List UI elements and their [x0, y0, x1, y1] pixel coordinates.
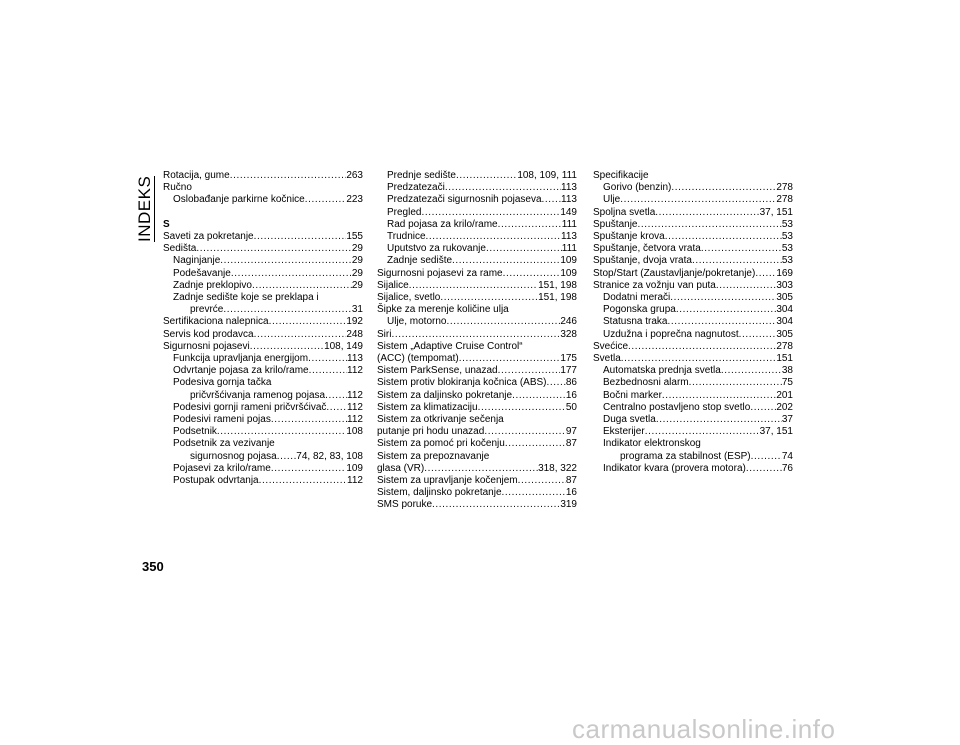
- watermark: carmanualsonline.info: [572, 714, 836, 744]
- index-entry: [377, 414, 577, 426]
- index-entry-page[interactable]: 175: [560, 353, 577, 365]
- dot-leader: [751, 451, 782, 463]
- index-entry-page[interactable]: 86: [565, 377, 577, 389]
- index-entry: [593, 402, 793, 414]
- index-entry-term: programa za stabilnost (ESP): [620, 450, 751, 462]
- index-entry-page[interactable]: 109: [560, 255, 577, 267]
- index-entry: [163, 414, 363, 426]
- index-entry-page[interactable]: 304: [776, 304, 793, 316]
- index-entry: [163, 316, 363, 328]
- index-entry-term: Sistem, daljinsko pokretanje: [377, 487, 502, 499]
- index-entry-term: Trudnice: [387, 231, 426, 243]
- index-entry: [593, 304, 793, 316]
- index-entry-term: Sistem za klimatizaciju: [377, 401, 478, 413]
- index-entry-term: Zadnje sedište: [387, 255, 453, 267]
- index-entry: [593, 365, 793, 377]
- index-entry: [163, 182, 363, 194]
- index-entry-page[interactable]: 37: [781, 414, 793, 426]
- dot-leader: [670, 292, 776, 304]
- index-entry: [377, 280, 577, 292]
- index-entry-page[interactable]: 278: [776, 194, 793, 206]
- index-entry-page[interactable]: 29: [351, 243, 363, 255]
- index-entry-page[interactable]: 29: [351, 267, 363, 279]
- dot-leader: [637, 219, 781, 231]
- index-entry-term: Sistem ParkSense, unazad: [377, 365, 498, 377]
- dot-leader: [665, 231, 782, 243]
- index-entry: [163, 170, 363, 182]
- index-entry-page[interactable]: 223: [346, 194, 363, 206]
- index-entry: [377, 316, 577, 328]
- index-entry: [163, 365, 363, 377]
- side-title-text: INDEKS: [135, 175, 154, 242]
- index-entry: [163, 280, 363, 292]
- index-entry-term: Sistem za prepoznavanje: [377, 450, 490, 462]
- dot-leader: [432, 499, 560, 511]
- dot-leader: [223, 304, 352, 316]
- index-entry-term: (ACC) (tempomat): [377, 353, 459, 365]
- index-entry: [163, 243, 363, 255]
- index-entry: [163, 353, 363, 365]
- index-entry-term: Sistem za otkrivanje sečenja: [377, 414, 504, 426]
- dot-leader: [391, 329, 560, 341]
- index-entry: [593, 243, 793, 255]
- index-entry: [593, 255, 793, 267]
- dot-leader: [750, 402, 776, 414]
- dot-leader: [459, 353, 561, 365]
- index-entry-page[interactable]: 248: [346, 328, 363, 340]
- index-entry: [593, 231, 793, 243]
- index-entry-page[interactable]: 53: [781, 255, 793, 267]
- index-entry: [593, 170, 793, 182]
- dot-leader: [755, 268, 776, 280]
- dot-leader: [505, 438, 566, 450]
- index-entry: [593, 463, 793, 475]
- index-entry: [163, 402, 363, 414]
- index-entry-page[interactable]: 50: [565, 401, 577, 413]
- index-entry-term: Stranice za vožnju van puta: [593, 279, 716, 291]
- index-entry: [593, 451, 793, 463]
- index-entry: [593, 316, 793, 328]
- dot-leader: [645, 426, 760, 438]
- dot-leader: [220, 255, 352, 267]
- index-entry: [593, 426, 793, 438]
- index-entry-page[interactable]: 151, 198: [538, 279, 577, 291]
- dot-leader: [484, 426, 566, 438]
- index-entry-page[interactable]: 87: [565, 438, 577, 450]
- index-entry-page[interactable]: 155: [346, 231, 363, 242]
- index-entry-page[interactable]: 305: [776, 328, 793, 340]
- dot-leader: [271, 463, 347, 475]
- index-entry: [377, 390, 577, 402]
- index-entry-term: Pojasevi za krilo/rame: [173, 462, 271, 474]
- index-entry-page[interactable]: 53: [781, 218, 793, 230]
- dot-leader: [325, 390, 347, 402]
- index-entry-term: Eksterijer: [603, 426, 645, 438]
- dot-leader: [667, 316, 776, 328]
- index-entry-page[interactable]: 97: [565, 426, 577, 438]
- dot-leader: [676, 304, 776, 316]
- index-entry: [377, 463, 577, 475]
- index-entry: [377, 304, 577, 316]
- index-entry-term: Oslobađanje parkirne kočnice: [173, 194, 305, 206]
- index-entry-term: Zadnje sedište koje se preklapa i: [173, 292, 319, 304]
- index-entry: [377, 487, 577, 499]
- index-entry-term: glasa (VR): [377, 462, 425, 474]
- index-entry: [377, 219, 577, 231]
- index-entry-term: Duga svetla: [603, 414, 656, 426]
- index-entry-page[interactable]: 37, 151: [759, 206, 793, 218]
- dot-leader: [424, 463, 538, 475]
- dot-leader: [254, 329, 347, 341]
- index-entry: [163, 377, 363, 389]
- index-entry: [593, 280, 793, 292]
- index-entry-term: Sigurnosni pojasevi: [163, 340, 250, 352]
- index-entry-term: Statusna traka: [603, 316, 668, 328]
- dot-leader: [446, 316, 560, 328]
- dot-leader: [231, 268, 352, 280]
- page-number: 350: [142, 559, 164, 574]
- dot-leader: [502, 487, 566, 499]
- index-entry-page[interactable]: 278: [776, 340, 793, 352]
- index-entry-term: Podesivi rameni pojas: [173, 414, 271, 426]
- index-entry: [377, 231, 577, 243]
- dot-leader: [621, 353, 777, 365]
- index-side-title: [135, 176, 155, 242]
- dot-leader: [271, 414, 347, 426]
- index-entry-term: Podešavanje: [173, 267, 231, 279]
- index-entry: [163, 390, 363, 402]
- index-entry-page[interactable]: 53: [781, 231, 793, 243]
- index-entry-term: Uputstvo za rukovanje: [387, 243, 486, 255]
- index-entry: [163, 292, 363, 304]
- index-entry-term: Gorivo (benzin): [603, 182, 672, 194]
- index-entry-page[interactable]: 31: [351, 304, 363, 316]
- index-entry-page[interactable]: 37, 151: [759, 426, 793, 438]
- index-column-2: [377, 170, 577, 512]
- dot-leader: [326, 402, 347, 414]
- index-entry-term: Podsetnik za vezivanje: [173, 438, 275, 450]
- dot-leader: [308, 353, 347, 365]
- dot-leader: [456, 170, 517, 182]
- index-entry-term: Sistem za daljinsko pokretanje: [377, 389, 513, 401]
- index-entry: [377, 377, 577, 389]
- dot-leader: [656, 414, 782, 426]
- index-entry-term: Sistem za upravljanje kočenjem: [377, 475, 518, 487]
- index-entry-term: Indikator elektronskog: [603, 438, 701, 450]
- index-entry: [593, 268, 793, 280]
- index-entry-term: putanje pri hodu unazad: [377, 426, 485, 438]
- index-entry-page[interactable]: 328: [560, 328, 577, 340]
- index-section-letter: [163, 219, 363, 231]
- index-entry-term: Spuštanje: [593, 218, 638, 230]
- dot-leader: [655, 207, 759, 219]
- index-entry: [593, 341, 793, 353]
- dot-leader: [518, 475, 566, 487]
- index-entry-term: Pogonska grupa: [603, 304, 676, 316]
- index-entry-term: Spuštanje, četvora vrata: [593, 243, 701, 255]
- dot-leader: [409, 280, 538, 292]
- dot-leader: [671, 182, 776, 194]
- index-entry-term: Rotacija, gume: [163, 170, 230, 181]
- index-entry: [593, 219, 793, 231]
- dot-leader: [620, 194, 776, 206]
- index-column-3: [593, 170, 793, 475]
- index-entry-page[interactable]: 169: [776, 267, 793, 279]
- index-entry: [377, 170, 577, 182]
- index-entry: [593, 377, 793, 389]
- index-entry: [593, 438, 793, 450]
- index-entry: [377, 182, 577, 194]
- index-entry-page[interactable]: 177: [560, 365, 577, 377]
- index-entry: [377, 255, 577, 267]
- index-entry-term: Servis kod prodavca: [163, 328, 254, 340]
- dot-leader: [721, 365, 782, 377]
- dot-leader: [746, 463, 782, 475]
- index-entry: [377, 475, 577, 487]
- index-entry-page[interactable]: 304: [776, 316, 793, 328]
- index-entry-page[interactable]: 151: [776, 353, 793, 365]
- index-entry-term: Indikator kvara (provera motora): [603, 462, 746, 474]
- dot-leader: [217, 426, 346, 438]
- index-entry-page[interactable]: 305: [776, 292, 793, 304]
- index-entry-term: Sijalice: [377, 279, 409, 291]
- index-entry-term: Sistem protiv blokiranja kočnica (ABS): [377, 377, 547, 389]
- index-entry-term: Svećice: [593, 340, 629, 352]
- index-entry-term: Stop/Start (Zaustavljanje/pokretanje): [593, 267, 756, 279]
- index-entry-term: Uzdužna i poprečna nagnutost: [603, 328, 739, 340]
- index-entry-page[interactable]: 111: [561, 218, 577, 230]
- dot-leader: [716, 280, 776, 292]
- index-entry-term: Rad pojasa za krilo/rame: [387, 218, 498, 230]
- index-entry-page[interactable]: 76: [781, 462, 793, 474]
- index-entry-page[interactable]: 38: [781, 365, 793, 377]
- index-entry-term: Predzatezači sigurnosnih pojaseva: [387, 194, 542, 206]
- dot-leader: [305, 194, 347, 206]
- index-entry: [377, 426, 577, 438]
- index-entry-term: Bezbednosni alarm: [603, 377, 689, 389]
- index-entry: [377, 329, 577, 341]
- index-entry: [377, 402, 577, 414]
- index-entry-page[interactable]: 278: [776, 182, 793, 194]
- index-entry: [163, 231, 363, 243]
- index-entry: [163, 341, 363, 353]
- index-entry-page[interactable]: 108, 109, 111: [517, 170, 577, 181]
- index-entry: [377, 292, 577, 304]
- index-entry: [377, 194, 577, 206]
- dot-leader: [250, 341, 324, 353]
- index-entry-page[interactable]: 29: [351, 255, 363, 267]
- index-entry-page[interactable]: 202: [776, 401, 793, 413]
- index-entry: [377, 451, 577, 463]
- dot-leader: [739, 329, 777, 341]
- dot-leader: [692, 255, 782, 267]
- index-entry-page[interactable]: 151, 198: [538, 292, 577, 304]
- dot-leader: [269, 316, 347, 328]
- index-entry: [163, 304, 363, 316]
- index-entry-term: Podesivi gornji rameni pričvršćivač: [173, 401, 327, 413]
- index-column-1: [163, 170, 363, 487]
- index-entry-page[interactable]: 303: [776, 279, 793, 291]
- index-entry-page[interactable]: 192: [346, 316, 363, 328]
- dot-leader: [309, 365, 347, 377]
- dot-leader: [498, 365, 561, 377]
- index-entry: [163, 438, 363, 450]
- index-entry-page[interactable]: 109: [346, 462, 363, 474]
- index-entry: [593, 390, 793, 402]
- index-entry: [377, 268, 577, 280]
- index-entry-term: S: [163, 218, 170, 230]
- index-entry-term: Pregled: [387, 206, 422, 218]
- index-entry-term: Podesiva gornja tačka: [173, 377, 272, 389]
- index-entry: [163, 426, 363, 438]
- index-entry-page[interactable]: 87: [565, 475, 577, 487]
- index-entry-page[interactable]: 74, 82, 83, 108: [296, 450, 363, 462]
- dot-leader: [440, 292, 538, 304]
- index-entry-term: Zadnje preklopivo: [173, 279, 252, 291]
- dot-leader: [452, 255, 560, 267]
- index-entry-page[interactable]: 112: [347, 401, 363, 413]
- index-entry: [377, 499, 577, 511]
- index-entry-term: Dodatni merači: [603, 292, 671, 304]
- index-entry-term: Sijalice, svetlo: [377, 292, 441, 304]
- index-entry-term: Ulje, motorno: [387, 316, 447, 328]
- index-entry-term: Spuštanje krova: [593, 231, 665, 243]
- index-entry-page[interactable]: 111: [561, 243, 577, 255]
- index-entry: [377, 353, 577, 365]
- index-entry: [163, 463, 363, 475]
- index-entry-page[interactable]: 149: [560, 206, 577, 218]
- index-entry-term: Siri: [377, 328, 392, 340]
- index-entry-term: Spoljna svetla: [593, 206, 656, 218]
- index-entry-page[interactable]: 109: [560, 267, 577, 279]
- index-entry-term: Šipke za merenje količine ulja: [377, 304, 509, 316]
- index-entry: [163, 268, 363, 280]
- index-entry: [163, 329, 363, 341]
- index-entry: [377, 243, 577, 255]
- dot-leader: [478, 402, 566, 414]
- dot-leader: [628, 341, 776, 353]
- index-entry-term: Svetla: [593, 353, 621, 365]
- index-entry-term: Centralno postavljeno stop svetlo: [603, 401, 751, 413]
- dot-leader: [503, 268, 561, 280]
- dot-leader: [689, 377, 782, 389]
- index-entry-page[interactable]: 112: [347, 475, 363, 487]
- index-entry-page[interactable]: 16: [565, 389, 577, 401]
- index-entry-term: Sertifikaciona nalepnica: [163, 316, 269, 328]
- index-entry: [163, 194, 363, 206]
- index-entry: [377, 207, 577, 219]
- index-entry-term: Bočni marker: [603, 389, 662, 401]
- index-entry-term: Predzatezači: [387, 182, 445, 194]
- index-entry: [163, 475, 363, 487]
- index-entry-term: Ulje: [603, 194, 621, 206]
- dot-leader: [421, 207, 560, 219]
- index-entry: [593, 207, 793, 219]
- index-entry-page[interactable]: 74: [781, 450, 793, 462]
- index-entry-page[interactable]: 108: [346, 426, 363, 438]
- index-entry: [593, 414, 793, 426]
- index-entry-page[interactable]: 29: [351, 279, 363, 291]
- index-entry-term: Sigurnosni pojasevi za rame: [377, 267, 503, 279]
- dot-leader: [426, 231, 562, 243]
- index-entry-term: Odvrtanje pojasa za krilo/rame: [173, 365, 309, 377]
- dot-leader: [542, 194, 562, 206]
- index-entry: [377, 341, 577, 353]
- index-entry: [593, 194, 793, 206]
- index-entry: [377, 438, 577, 450]
- index-entry-page[interactable]: 263: [346, 170, 363, 181]
- index-entry: [593, 292, 793, 304]
- section-gap: [163, 207, 363, 219]
- index-entry-term: Prednje sedište: [387, 170, 456, 181]
- dot-leader: [701, 243, 782, 255]
- index-entry: [593, 353, 793, 365]
- index-entry-term: Postupak odvrtanja: [173, 475, 259, 487]
- index-entry-term: SMS poruke: [377, 499, 433, 511]
- index-entry-page[interactable]: 201: [776, 389, 793, 401]
- dot-leader: [252, 280, 352, 292]
- dot-leader: [498, 219, 562, 231]
- index-entry-term: Saveti za pokretanje: [163, 231, 254, 242]
- dot-leader: [196, 243, 352, 255]
- dot-leader: [512, 390, 566, 402]
- index-entry: [377, 365, 577, 377]
- index-entry-term: Sistem „Adaptive Cruise Control“: [377, 340, 523, 352]
- index-entry-term: Naginjanje: [173, 255, 221, 267]
- dot-leader: [486, 243, 562, 255]
- index-entry-term: Ručno: [163, 182, 192, 194]
- dot-leader: [547, 377, 566, 389]
- dot-leader: [254, 231, 347, 243]
- index-entry-page[interactable]: 113: [347, 353, 363, 365]
- index-entry-term: pričvršćivanja ramenog pojasa: [190, 389, 326, 401]
- dot-leader: [445, 182, 561, 194]
- index-entry-page[interactable]: 113: [561, 194, 577, 206]
- index-entry-page[interactable]: 246: [560, 316, 577, 328]
- index-entry-page[interactable]: 113: [561, 231, 577, 243]
- index-entry: [163, 451, 363, 463]
- index-entry-term: Podsetnik: [173, 426, 217, 438]
- index-entry-page[interactable]: 53: [781, 243, 793, 255]
- index-entry-term: Sedišta: [163, 243, 197, 255]
- index-entry-term: Sistem za pomoć pri kočenju: [377, 438, 505, 450]
- index-entry-page[interactable]: 113: [561, 182, 577, 194]
- index-entry-term: Specifikacije: [593, 170, 649, 181]
- index-entry-term: Spuštanje, dvoja vrata: [593, 255, 692, 267]
- index-entry-page[interactable]: 112: [347, 414, 363, 426]
- index-entry-page[interactable]: 318, 322: [538, 462, 577, 474]
- dot-leader: [277, 451, 297, 463]
- index-entry-term: prevrće: [190, 304, 224, 316]
- dot-leader: [230, 170, 347, 182]
- index-entry-page[interactable]: 112: [347, 365, 363, 377]
- index-entry: [163, 255, 363, 267]
- dot-leader: [259, 475, 347, 487]
- dot-leader: [662, 390, 776, 402]
- index-entry-page[interactable]: 112: [347, 389, 363, 401]
- index-entry-page[interactable]: 319: [560, 499, 577, 511]
- index-entry-term: Funkcija upravljanja energijom: [173, 353, 309, 365]
- index-entry-page[interactable]: 75: [781, 377, 793, 389]
- index-entry: [593, 329, 793, 341]
- index-entry: [593, 182, 793, 194]
- index-entry-page[interactable]: 108, 149: [324, 340, 363, 352]
- index-entry-term: sigurnosnog pojasa: [190, 450, 277, 462]
- index-entry-term: Automatska prednja svetla: [603, 365, 721, 377]
- index-entry-page[interactable]: 16: [565, 487, 577, 499]
